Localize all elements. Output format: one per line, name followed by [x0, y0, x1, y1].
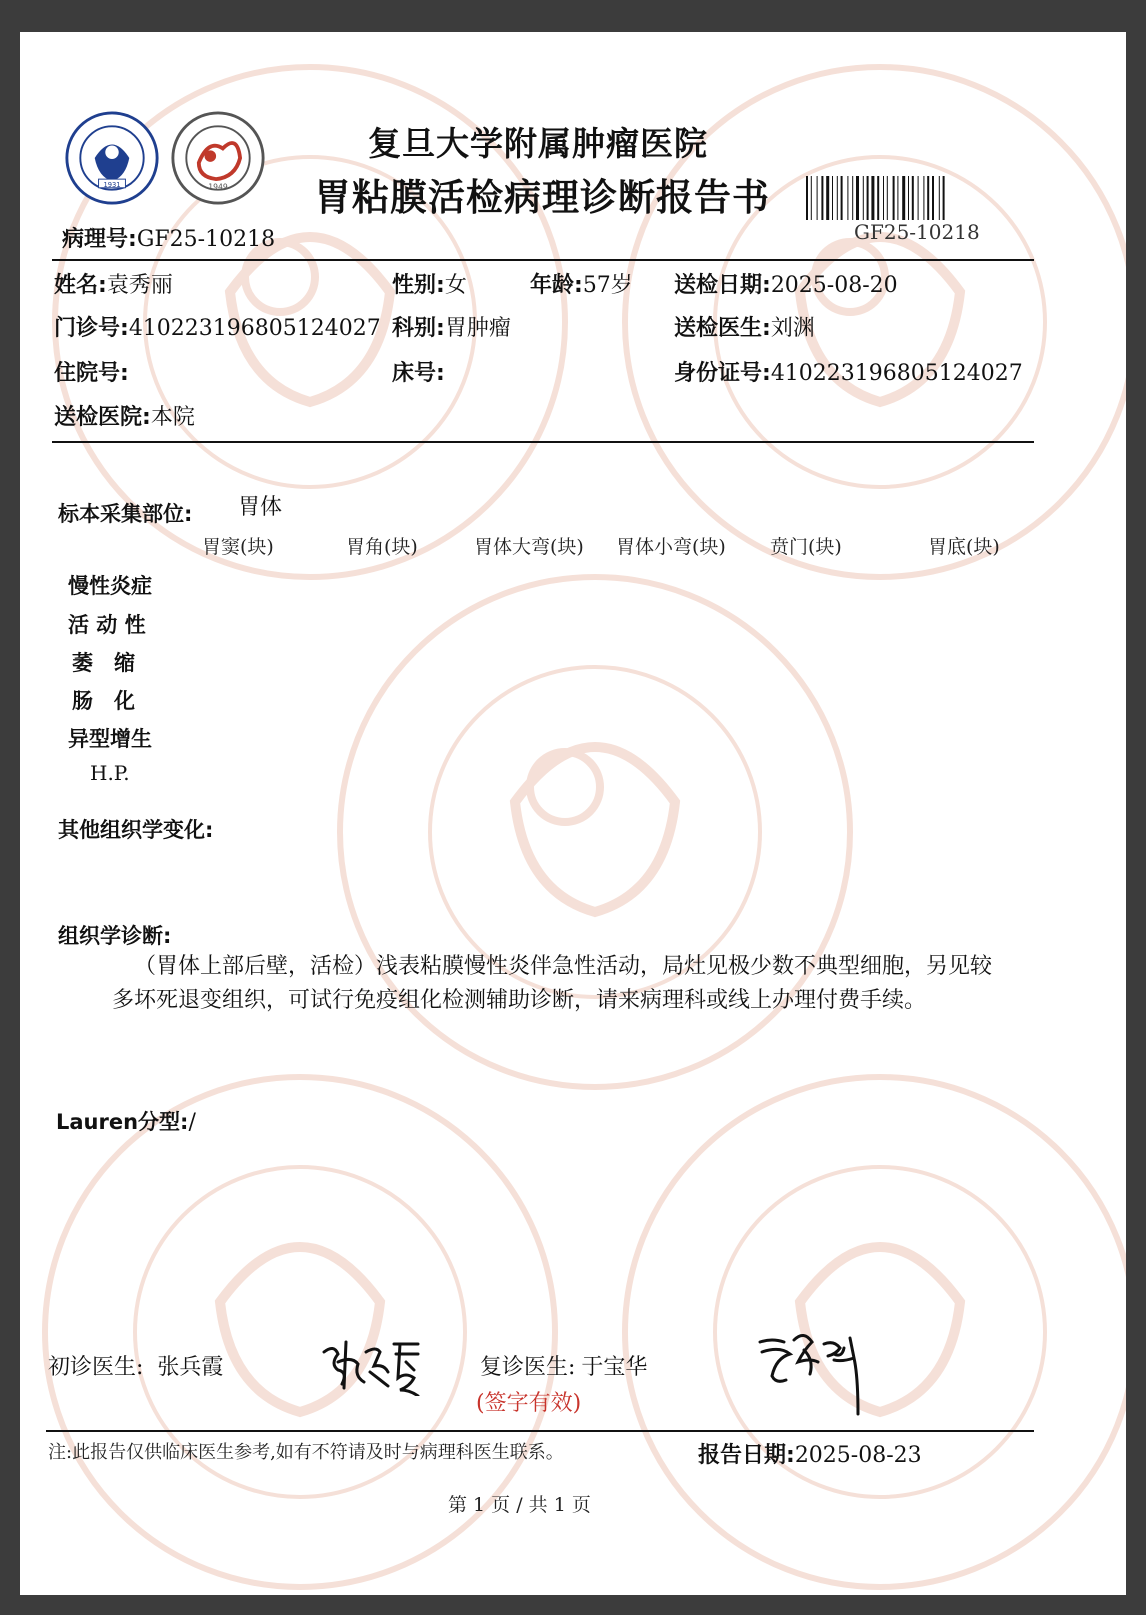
submit-hospital	[54, 400, 195, 431]
submit-doctor-value: 刘渊	[770, 316, 815, 341]
barcode-icon	[806, 176, 1022, 220]
column-header: 胃角(块)	[346, 536, 418, 558]
outpatient-label: 门诊号:	[54, 316, 129, 341]
specimen-site-value: 胃体	[238, 495, 283, 520]
pathology-logo-icon	[170, 110, 266, 206]
first-doctor	[48, 1350, 223, 1381]
row-label: H.P.	[90, 761, 130, 785]
row-label: 异型增生	[68, 727, 152, 751]
gender-label: 性别:	[392, 273, 445, 298]
submit-date-label: 送检日期:	[674, 273, 771, 298]
report-date	[698, 1438, 922, 1469]
watermark-seal-icon	[315, 552, 875, 1112]
first-doctor-label: 初诊医生:	[48, 1355, 144, 1380]
patient-gender	[392, 268, 467, 299]
outpatient-value: 410223196805124027	[128, 316, 381, 341]
logo2-year: 1949	[208, 182, 228, 192]
review-doctor-label: 复诊医生:	[480, 1355, 576, 1380]
report-date-value: 2025-08-23	[794, 1443, 922, 1468]
review-doctor	[480, 1350, 647, 1381]
review-signature-icon	[754, 1324, 874, 1420]
report-date-label: 报告日期:	[698, 1443, 795, 1468]
gender-value: 女	[444, 273, 467, 298]
row-label: 肠 化	[72, 689, 135, 713]
pathology-no	[62, 222, 275, 253]
name-value: 袁秀丽	[106, 273, 173, 298]
logo1-year: 1931	[103, 180, 121, 189]
inpatient-label: 住院号:	[54, 361, 129, 386]
diagnosis-text: （胃体上部后壁，活检）浅表粘膜慢性炎伴急性活动，局灶见极少数不典型细胞，另见较多坏死退变组织，可试行免疫组化检测辅助诊断，请来病理科或线上办理付费手续。	[112, 954, 993, 1013]
diagnosis-label: 组织学诊断:	[58, 924, 172, 948]
id-value: 410223196805124027	[770, 361, 1023, 386]
divider-top	[52, 259, 1034, 261]
first-doctor-value: 张兵霞	[157, 1355, 224, 1380]
footer-note: 注:此报告仅供临床医生参考,如有不符请及时与病理科医生联系。	[48, 1442, 564, 1463]
page-number: 第 1 页 / 共 1 页	[448, 1494, 591, 1516]
report-paper	[20, 32, 1126, 1595]
row-label: 萎 缩	[72, 651, 135, 675]
id-label: 身份证号:	[674, 361, 771, 386]
inpatient-no	[54, 356, 129, 387]
row-label: 慢性炎症	[68, 574, 152, 598]
pathology-no-label: 病理号:	[62, 227, 137, 252]
report-title: 胃粘膜活检病理诊断报告书	[314, 175, 770, 219]
signature-valid-note: (签字有效)	[476, 1391, 582, 1416]
specimen-site-label: 标本采集部位:	[58, 502, 193, 526]
submit-doctor	[674, 311, 815, 342]
hospital-value: 本院	[150, 405, 195, 430]
other-changes-label: 其他组织学变化:	[58, 818, 214, 842]
lauren-label: Lauren分型:	[56, 1110, 189, 1134]
patient-name	[54, 268, 173, 299]
column-header: 贲门(块)	[770, 536, 842, 558]
divider-footer	[46, 1430, 1034, 1432]
dept-value: 胃肿瘤	[444, 316, 511, 341]
column-header: 胃体小弯(块)	[616, 536, 726, 558]
first-signature-icon	[316, 1332, 426, 1396]
lauren-value: /	[188, 1110, 196, 1135]
pathology-no-value: GF25-10218	[136, 227, 276, 252]
hospital-label: 送检医院:	[54, 405, 151, 430]
age-value: 57岁	[582, 273, 633, 298]
bed-no	[392, 356, 445, 387]
submit-doctor-label: 送检医生:	[674, 316, 771, 341]
age-label: 年龄:	[530, 273, 583, 298]
submit-date	[674, 268, 898, 299]
divider-patient	[52, 441, 1034, 443]
column-header: 胃窦(块)	[202, 536, 274, 558]
hospital-logo-icon	[64, 110, 160, 206]
hospital-name: 复旦大学附属肿瘤医院	[368, 124, 708, 163]
column-header: 胃底(块)	[928, 536, 1000, 558]
column-header: 胃体大弯(块)	[474, 536, 584, 558]
name-label: 姓名:	[54, 273, 107, 298]
id-number	[674, 356, 1023, 387]
row-label: 活 动 性	[68, 613, 146, 637]
department	[392, 311, 511, 342]
lauren-type	[56, 1106, 196, 1136]
patient-age	[530, 268, 633, 299]
review-doctor-value: 于宝华	[581, 1355, 648, 1380]
dept-label: 科别:	[392, 316, 445, 341]
barcode-text: GF25-10218	[854, 220, 980, 244]
submit-date-value: 2025-08-20	[770, 273, 898, 298]
bed-label: 床号:	[392, 361, 445, 386]
outpatient-no	[54, 311, 381, 342]
